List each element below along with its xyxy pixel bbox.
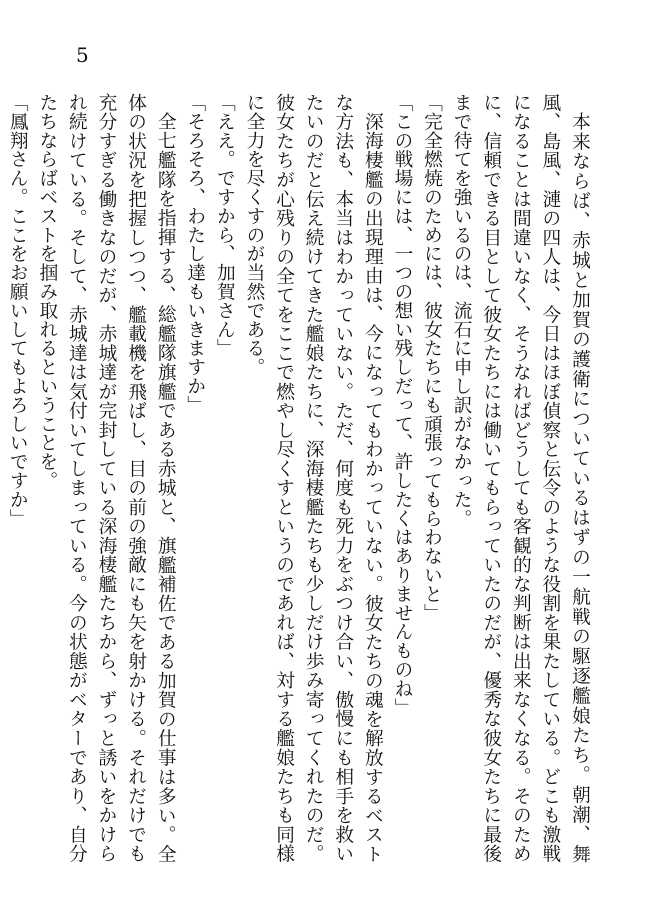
dialogue-line-5: 「鳳翔さん。ここをお願いしてもよろしいですか」	[6, 93, 28, 528]
dialogue-line-2: 「この戦場には、一つの想い残しだって、許したくはありませんものね」	[391, 93, 413, 717]
page-number: 5	[76, 43, 89, 67]
dialogue-line-3: 「ええ。ですから、加賀さん」	[213, 93, 235, 358]
paragraph-narration-3: 全七艦隊を指揮する、総艦隊旗艦である赤城と、旗艦補佐である加賀の仕事は多い。全体の状況を把握しつつ、艦載機を飛ばし、目の前の強敵にも矢を射かける。それだけでも充分すぎる働きなのだが、赤城達が完封している深海棲艦たちから、ずっと誘いをかけられ続けている。そして、赤城達は気付いてしまっている。今の状態がベターであり、自分たちならばベストを掴み取れるということを。	[36, 93, 176, 863]
paragraph-narration-2: 深海棲艦の出現理由は、今になってもわかっていない。彼女たちの魂を解放するベストな方法も、本当はわかっていない。ただ、何度も死力をぶつけ合い、傲慢にも相手を救いたいのだと伝え続けてきた艦娘たちに、深海棲艦たちも少しだけ歩み寄ってくれたのだ。彼女たちが心残りの全てをここで燃やし尽くすというのであれば、対する艦娘たちも同様に全力を尽くすのが当然である。	[243, 93, 383, 863]
dialogue-line-1: 「完全燃焼のためには、彼女たちにも頑張ってもらわないと」	[421, 93, 443, 623]
vertical-text-block	[6, 93, 594, 863]
paragraph-narration-1: 本来ならば、赤城と加賀の護衛についているはずの一航戦の駆逐艦娘たち。朝潮、舞風、島風、漣の四人は、今日はほぼ偵察と伝令のような役割を果たしている。どこも激戦になることは間違いなく、そうなればどうしても客観的な判断は出来なくなる。そのために、信頼できる目として彼女たちには働いてもらっていたのだが、優秀な彼女たちに最後まで待てを強いるのは、流石に申し訳がなかった。	[450, 93, 590, 863]
dialogue-line-4: 「そろそろ、わたし達もいきますか」	[184, 93, 206, 415]
